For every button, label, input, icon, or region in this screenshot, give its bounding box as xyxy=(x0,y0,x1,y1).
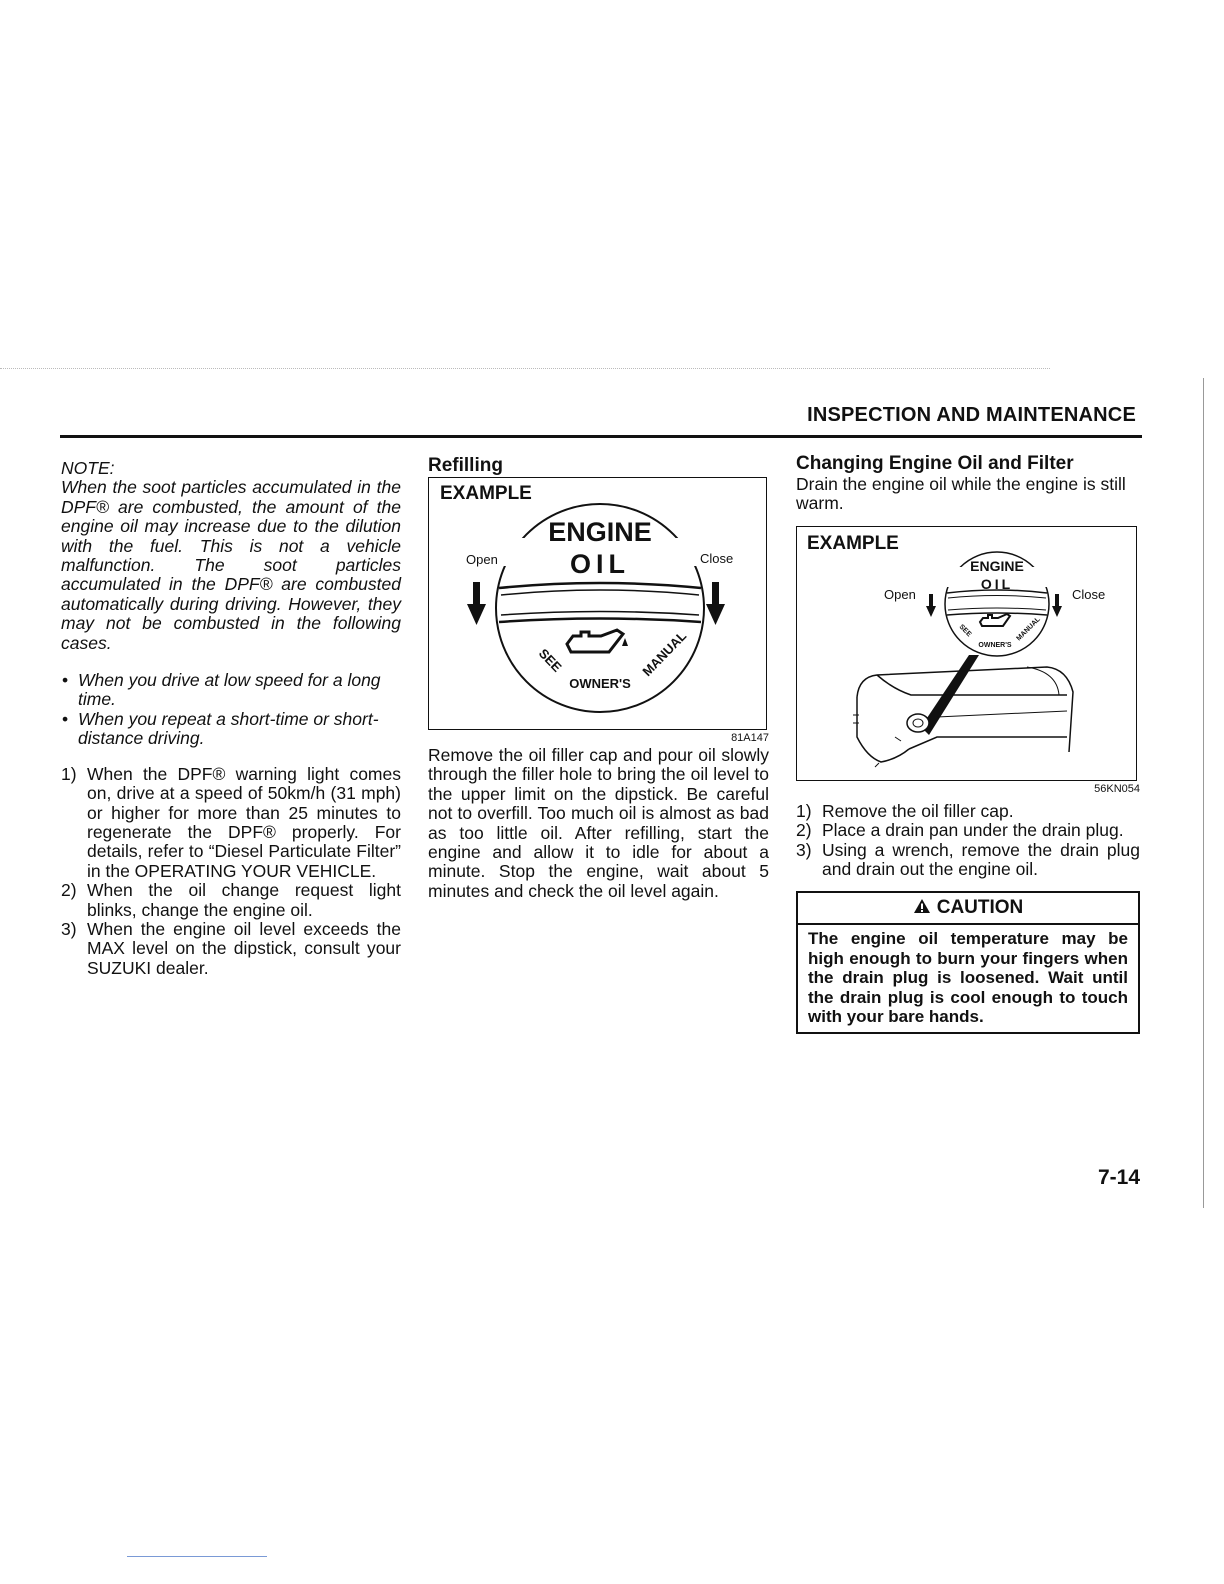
close-label: Close xyxy=(700,551,734,566)
scan-artifact-line xyxy=(0,368,1050,370)
arc-owners-text: OWNER'S xyxy=(978,641,1012,649)
changing-oil-heading: Changing Engine Oil and Filter xyxy=(796,453,1074,474)
arc-owners-text: OWNER'S xyxy=(569,676,631,691)
list-item xyxy=(796,821,1140,840)
drain-figure xyxy=(796,526,1137,781)
close-arrow-icon xyxy=(706,582,725,625)
list-item xyxy=(61,881,401,920)
figure-example-label: EXAMPLE xyxy=(807,532,899,554)
cap-engine-text: ENGINE xyxy=(548,517,652,547)
middle-column xyxy=(428,455,769,901)
open-arrow-icon xyxy=(926,594,936,617)
arc-manual-text: MANUAL xyxy=(1015,615,1042,643)
caution-header xyxy=(798,893,1138,925)
caution-title: CAUTION xyxy=(936,897,1024,919)
step-number: 1) xyxy=(796,800,812,821)
figure-code: 56KN054 xyxy=(1094,782,1140,795)
cap-engine-text: ENGINE xyxy=(970,557,1024,574)
changing-oil-intro: Drain the engine oil while the engine is still warm. xyxy=(796,474,1126,514)
open-label: Open xyxy=(884,586,916,602)
left-column xyxy=(61,459,401,978)
step-number: 3) xyxy=(61,918,77,939)
warning-triangle-icon xyxy=(913,898,931,914)
close-label: Close xyxy=(1072,586,1106,602)
step-number: 1) xyxy=(61,763,77,784)
engine-block-drawing xyxy=(853,655,1073,767)
section-header-title: INSPECTION AND MAINTENANCE xyxy=(807,404,1136,426)
figure-example-label: EXAMPLE xyxy=(440,483,532,504)
cap-oil-text: OIL xyxy=(570,549,630,579)
note-text: When the soot particles accumulated in the DPF® are combusted, the amount of the engine oil may increase due to the dilution with the fuel. This is not a vehicle malfunction. The soot particles accumulated in the DPF® are combusted automatically during driving. However, they may not be combusted in the following cases. xyxy=(61,477,401,653)
step-text: When the engine oil level exceeds the MAX level on the dipstick, consult your SUZUKI dealer. xyxy=(87,918,401,978)
step-number: 2) xyxy=(61,880,77,901)
figure-code: 81A147 xyxy=(731,732,769,744)
open-arrow-icon xyxy=(467,582,486,625)
step-text: Using a wrench, remove the drain plug and drain out the engine oil. xyxy=(822,839,1140,880)
scan-artifact-line xyxy=(127,1556,267,1557)
step-text: When the oil change request light blinks, change the engine oil. xyxy=(87,880,401,920)
dpf-steps-list xyxy=(61,765,401,978)
caution-box xyxy=(796,891,1140,1034)
engine-cap-illustration xyxy=(797,527,1136,780)
list-item: • When you repeat a short-time or short-distance driving. xyxy=(61,710,401,749)
drain-steps-list xyxy=(796,802,1140,880)
list-item xyxy=(61,765,401,881)
oil-cap-figure xyxy=(428,477,767,730)
refilling-text: Remove the oil filler cap and pour oil slowly through the filler hole to bring the oil level to the upper limit on the dipstick. Be careful not to overfill. Too much oil is almost as bad as too little oil. After refilling, start the engine and allow it to idle for about a minute. Stop the engine, wait about 5 minutes and check the oil level again. xyxy=(428,745,769,901)
caution-text: The engine oil temperature may be high enough to burn your fingers when the drain plug is loosened. Wait until the drain plug is cool enough to touch with your bare hands. xyxy=(808,929,1128,1027)
page-edge-line xyxy=(1203,378,1204,1208)
list-item xyxy=(796,802,1140,821)
close-arrow-icon xyxy=(1052,594,1062,617)
step-text: Place a drain pan under the drain plug. xyxy=(822,820,1124,841)
right-column xyxy=(796,453,1140,1034)
note-label: NOTE: xyxy=(61,458,115,478)
step-text: When the DPF® warning light comes on, drive at a speed of 50km/h (31 mph) or higher for more than 25 minutes to regenerate the DPF® properly. For details, refer to “Diesel Particulate Filter” in the OPERATING YOUR VEHICLE. xyxy=(87,763,401,881)
header-rule xyxy=(60,435,1142,438)
open-label: Open xyxy=(466,552,498,567)
cap-oil-text: OIL xyxy=(980,575,1014,592)
refilling-heading: Refilling xyxy=(428,455,503,476)
note-bullet-list xyxy=(61,671,401,749)
step-number: 2) xyxy=(796,820,812,841)
list-item: • When you drive at low speed for a long time. xyxy=(61,671,401,710)
step-number: 3) xyxy=(796,839,812,860)
oil-cap-illustration xyxy=(429,478,766,729)
arc-see-text: SEE xyxy=(535,645,565,675)
step-text: Remove the oil filler cap. xyxy=(822,800,1014,821)
page-number: 7-14 xyxy=(1097,1166,1140,1189)
arc-see-text: SEE xyxy=(957,623,973,639)
arc-manual-text: MANUAL xyxy=(639,628,690,680)
list-item xyxy=(796,841,1140,880)
list-item xyxy=(61,920,401,978)
